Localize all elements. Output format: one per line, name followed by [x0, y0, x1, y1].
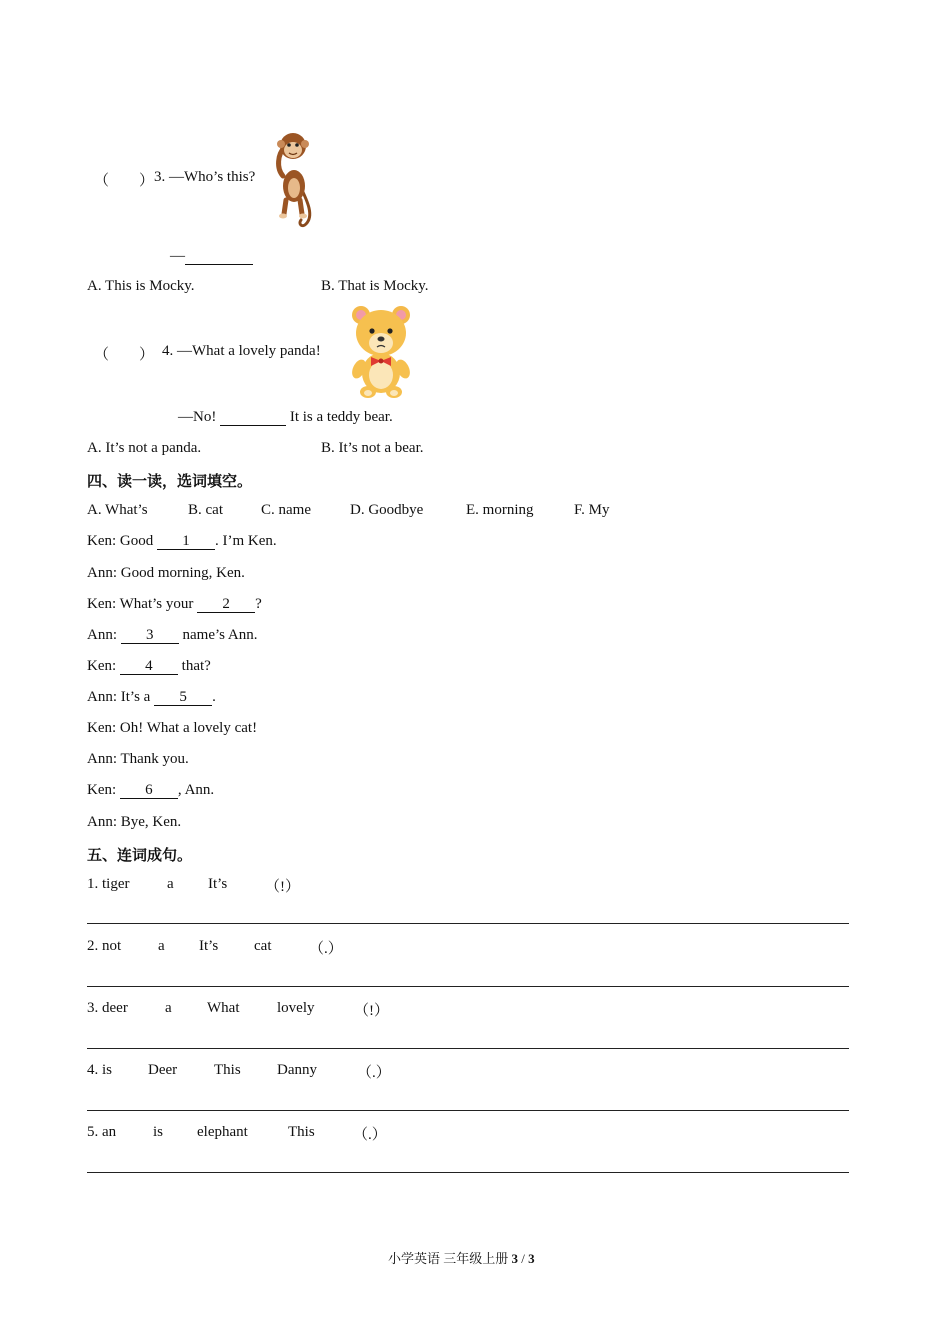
answer-line[interactable]	[87, 986, 849, 987]
dialogue-text: Ann: It’s a	[87, 689, 151, 705]
dialogue-text: name’s Ann.	[182, 627, 258, 643]
dialogue-blank[interactable]: 2	[197, 597, 255, 613]
word-item: It’s	[208, 876, 228, 892]
page-footer	[388, 1248, 535, 1267]
dialogue-text: Ken:	[87, 782, 117, 798]
dialogue-line	[87, 782, 214, 799]
q4-option-a: A. It’s not a panda.	[87, 440, 202, 456]
dialogue-text: .	[212, 689, 216, 705]
section4-choice: E. morning	[466, 502, 534, 518]
word-item: This	[214, 1062, 241, 1078]
section5-heading: 五、连词成句。	[87, 848, 193, 864]
dialogue-line	[87, 596, 262, 613]
word-item: 2. not	[87, 938, 122, 954]
dialogue-blank[interactable]: 6	[120, 783, 178, 799]
punct-hint: （.）	[357, 1065, 391, 1081]
section4-choice: F. My	[574, 502, 610, 518]
dialogue-blank[interactable]: 1	[157, 534, 215, 550]
answer-line[interactable]	[87, 923, 849, 924]
word-item: Deer	[148, 1062, 178, 1078]
word-item: is	[153, 1124, 164, 1140]
footer-page: 3	[511, 1251, 519, 1266]
q3-answer-blank[interactable]	[185, 249, 253, 265]
word-item: a	[158, 938, 165, 954]
q4-reply-post: It is a teddy bear.	[289, 409, 393, 425]
word-item: 5. an	[87, 1124, 117, 1140]
word-item: 4. is	[87, 1062, 113, 1078]
dialogue-line	[87, 627, 258, 644]
punct-hint: （!）	[354, 1003, 389, 1019]
word-item: cat	[254, 938, 272, 954]
section4-choice: B. cat	[188, 502, 223, 518]
q4-question: 4. —What a lovely panda!	[162, 343, 321, 359]
footer-label: 小学英语 三年级上册	[388, 1251, 509, 1266]
word-item: Danny	[277, 1062, 317, 1078]
dialogue-text: that?	[181, 658, 211, 674]
punct-hint: （.）	[309, 941, 343, 957]
dialogue-text: , Ann.	[177, 782, 215, 798]
dialogue-blank[interactable]: 5	[154, 690, 212, 706]
q3-answer-dash: —	[170, 248, 185, 264]
footer-sep: /	[521, 1251, 525, 1266]
q4-reply-blank[interactable]	[220, 410, 286, 426]
word-item: elephant	[197, 1124, 248, 1140]
dialogue-line	[87, 533, 277, 550]
dialogue-text: Ann: Thank you.	[87, 751, 189, 767]
dialogue-text: Ken: Oh! What a lovely cat!	[87, 720, 258, 736]
dialogue-text: Ann: Bye, Ken.	[87, 814, 182, 830]
word-item: It’s	[199, 938, 219, 954]
dialogue-text: Ann: Good morning, Ken.	[87, 565, 245, 581]
q3-answer-line[interactable]	[170, 248, 253, 265]
word-item: 3. deer	[87, 1000, 128, 1016]
punct-hint: （.）	[353, 1127, 387, 1143]
q4-reply-line[interactable]	[178, 409, 393, 426]
dialogue-text: Ken: Good	[87, 533, 154, 549]
section4-choice: A. What’s	[87, 502, 148, 518]
answer-line[interactable]	[87, 1172, 849, 1173]
q3-question: 3. —Who’s this?	[154, 169, 256, 185]
dialogue-line	[87, 814, 181, 831]
dialogue-line	[87, 751, 189, 768]
footer-total: 3	[528, 1251, 535, 1266]
section4-choice: C. name	[261, 502, 311, 518]
q3-option-a: A. This is Mocky.	[87, 278, 195, 294]
q3-paren[interactable]: （ ）	[94, 173, 155, 189]
dialogue-text: ?	[255, 596, 262, 612]
section4-choice: D. Goodbye	[350, 502, 424, 518]
word-item: a	[167, 876, 174, 892]
dialogue-line	[87, 689, 216, 706]
q4-paren[interactable]: （ ）	[94, 347, 155, 363]
dialogue-text: Ken:	[87, 658, 117, 674]
q3-option-b: B. That is Mocky.	[321, 278, 429, 294]
section4-heading: 四、读一读，选词填空。	[87, 474, 253, 490]
answer-line[interactable]	[87, 1048, 849, 1049]
dialogue-text: . I’m Ken.	[215, 533, 277, 549]
dialogue-blank[interactable]: 3	[121, 628, 179, 644]
dialogue-text: Ken: What’s your	[87, 596, 194, 612]
word-item: What	[207, 1000, 240, 1016]
dialogue-line	[87, 720, 257, 737]
teddy-bear-icon	[349, 303, 413, 399]
dialogue-text: Ann:	[87, 627, 117, 643]
word-item: This	[288, 1124, 315, 1140]
dialogue-blank[interactable]: 4	[120, 659, 178, 675]
word-item: lovely	[277, 1000, 315, 1016]
monkey-icon	[274, 124, 320, 230]
q4-reply-pre: —No!	[178, 409, 217, 425]
dialogue-line	[87, 658, 211, 675]
word-item: a	[165, 1000, 172, 1016]
q4-option-b: B. It’s not a bear.	[321, 440, 424, 456]
answer-line[interactable]	[87, 1110, 849, 1111]
dialogue-line	[87, 565, 245, 582]
punct-hint: （!）	[265, 879, 300, 895]
word-item: 1. tiger	[87, 876, 130, 892]
